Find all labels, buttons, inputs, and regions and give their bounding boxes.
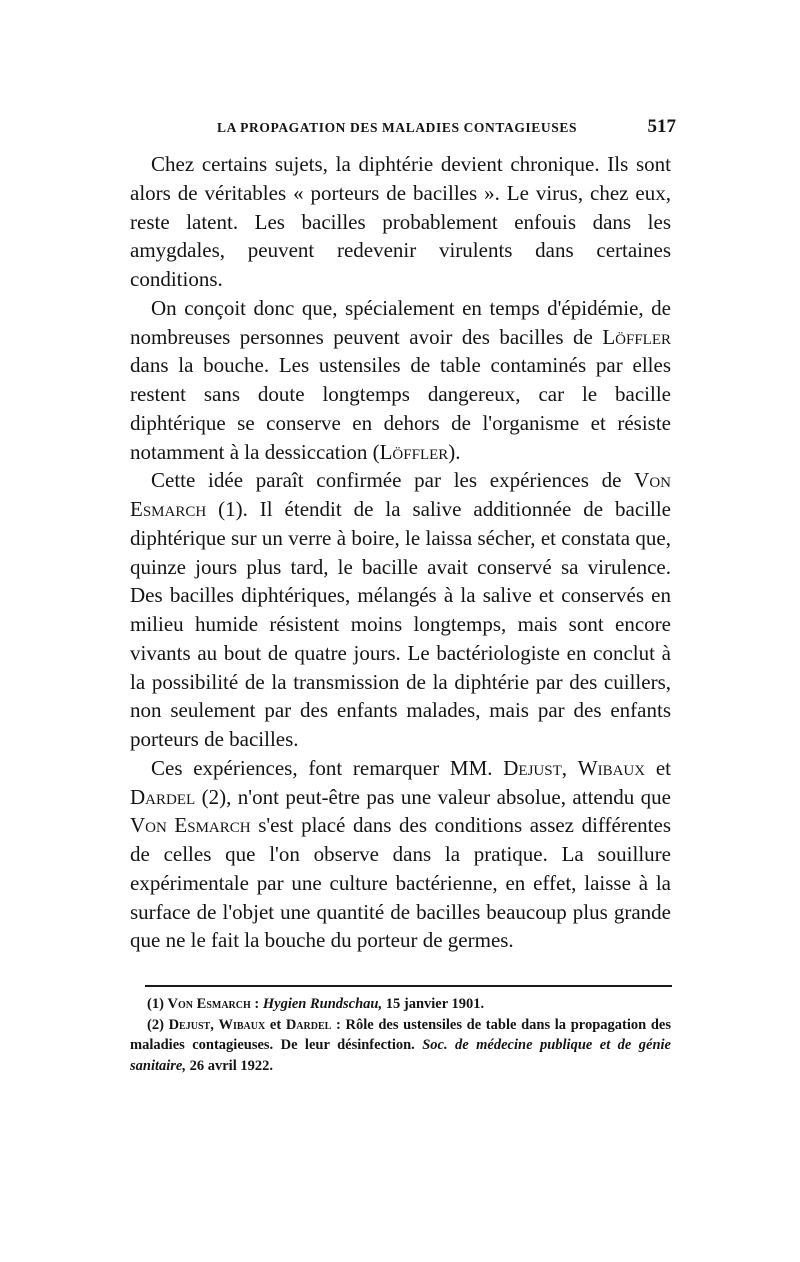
footnote-marker: (1) bbox=[147, 996, 168, 1012]
paragraph-2-text-a: On conçoit donc que, spécialement en temps d'épidémie, de nombreuses personnes peuvent avoir des bacilles de bbox=[130, 295, 671, 349]
author-name-von-esmarch: Von Esmarch bbox=[130, 813, 251, 838]
footnote-rule bbox=[145, 985, 672, 987]
paragraph-3-text-b: (1). Il étendit de la salive additionnée de bacille diphtérique sur un verre à boire, le laissa sécher, et constata que, quinze jours plus tard, le bacille avait conservé sa virulence. Des bacilles diphtériques, mélangés à la salive et conservés en milieu humide résistent moins longtemps, mais sont encore vivants au bout de quatre jours. Le bactériologiste en conclut à la possibilité de la transmission de la diphtérie par des cuillers, non seulement par des enfants malades, mais par des enfants porteurs de bacilles. bbox=[130, 497, 671, 751]
author-name-loffler: Löffler bbox=[602, 324, 671, 349]
separator: , bbox=[210, 1016, 219, 1033]
paragraph-1 bbox=[130, 150, 671, 294]
footnote-date: 26 avril 1922. bbox=[186, 1057, 273, 1074]
footnote-author: Von Esmarch bbox=[167, 996, 251, 1012]
author-name-dardel: Dardel bbox=[130, 784, 196, 809]
conjunction: et bbox=[645, 755, 672, 780]
paragraph-2 bbox=[130, 294, 671, 467]
paragraph-2-text-b: dans la bouche. Les ustensiles de table contaminés par elles restent sans doute longtemps dangereux, car le bacille diphtérique se conserve en dehors de l'organisme et résiste notamment à la dessiccation ( bbox=[130, 353, 671, 464]
footnote-marker: (2) bbox=[147, 1016, 169, 1033]
footnote-author: Wibaux bbox=[218, 1016, 266, 1033]
page-number: 517 bbox=[647, 116, 676, 137]
footnote-text: : Rôle des ustensiles de table dans la propagation des maladies contagieuses. De leur désinfection. bbox=[130, 1016, 671, 1053]
footnote-journal: Soc. de médecine publique et de génie sanitaire, bbox=[130, 1037, 671, 1074]
footnote-author: Dejust bbox=[168, 1016, 211, 1033]
paragraph-1-text: Chez certains sujets, la diphtérie devient chronique. Ils sont alors de véritables « porteurs de bacilles ». Le virus, chez eux, reste latent. Les bacilles probablement enfouis dans les amygdales, peuvent redevenir virulents dans certaines conditions. bbox=[130, 152, 671, 291]
footnote-date: 15 janvier 1901. bbox=[382, 996, 485, 1012]
author-name-loffler: Löffler bbox=[379, 439, 449, 464]
footnote-1 bbox=[130, 994, 671, 1015]
paragraph-3-text-a: Cette idée paraît confirmée par les expériences de bbox=[151, 468, 635, 493]
paragraph-4-text-a: Ces expériences, font remarquer MM. bbox=[151, 755, 504, 780]
paragraph-3 bbox=[130, 466, 671, 754]
paragraph-4-text-b: (2), n'ont peut-être pas une valeur absolue, attendu que bbox=[195, 784, 671, 809]
author-name-von-esmarch: Von Esmarch bbox=[130, 468, 671, 521]
page-header bbox=[217, 116, 676, 138]
conjunction: et bbox=[265, 1016, 286, 1033]
running-title: LA PROPAGATION DES MALADIES CONTAGIEUSES bbox=[217, 120, 578, 135]
separator: , bbox=[561, 755, 578, 780]
paragraph-2-text-c: ). bbox=[448, 439, 461, 464]
footnote-journal: Hygien Rundschau, bbox=[262, 996, 383, 1012]
author-name-wibaux: Wibaux bbox=[577, 755, 646, 780]
body-text bbox=[130, 150, 671, 955]
footnote-2 bbox=[130, 1015, 671, 1077]
footnote-author: Dardel bbox=[285, 1016, 332, 1033]
separator: : bbox=[250, 996, 263, 1012]
author-name-dejust: Dejust bbox=[503, 755, 562, 780]
paragraph-4 bbox=[130, 754, 671, 955]
paragraph-4-text-c: s'est placé dans des conditions assez différentes de celles que l'on observe dans la pratique. La souillure expérimentale par une culture bactérienne, en effet, laisse à la surface de l'objet une quantité de bacilles beaucoup plus grande que ne le fait la bouche du porteur de germes. bbox=[130, 813, 671, 953]
footnotes bbox=[130, 994, 671, 1076]
